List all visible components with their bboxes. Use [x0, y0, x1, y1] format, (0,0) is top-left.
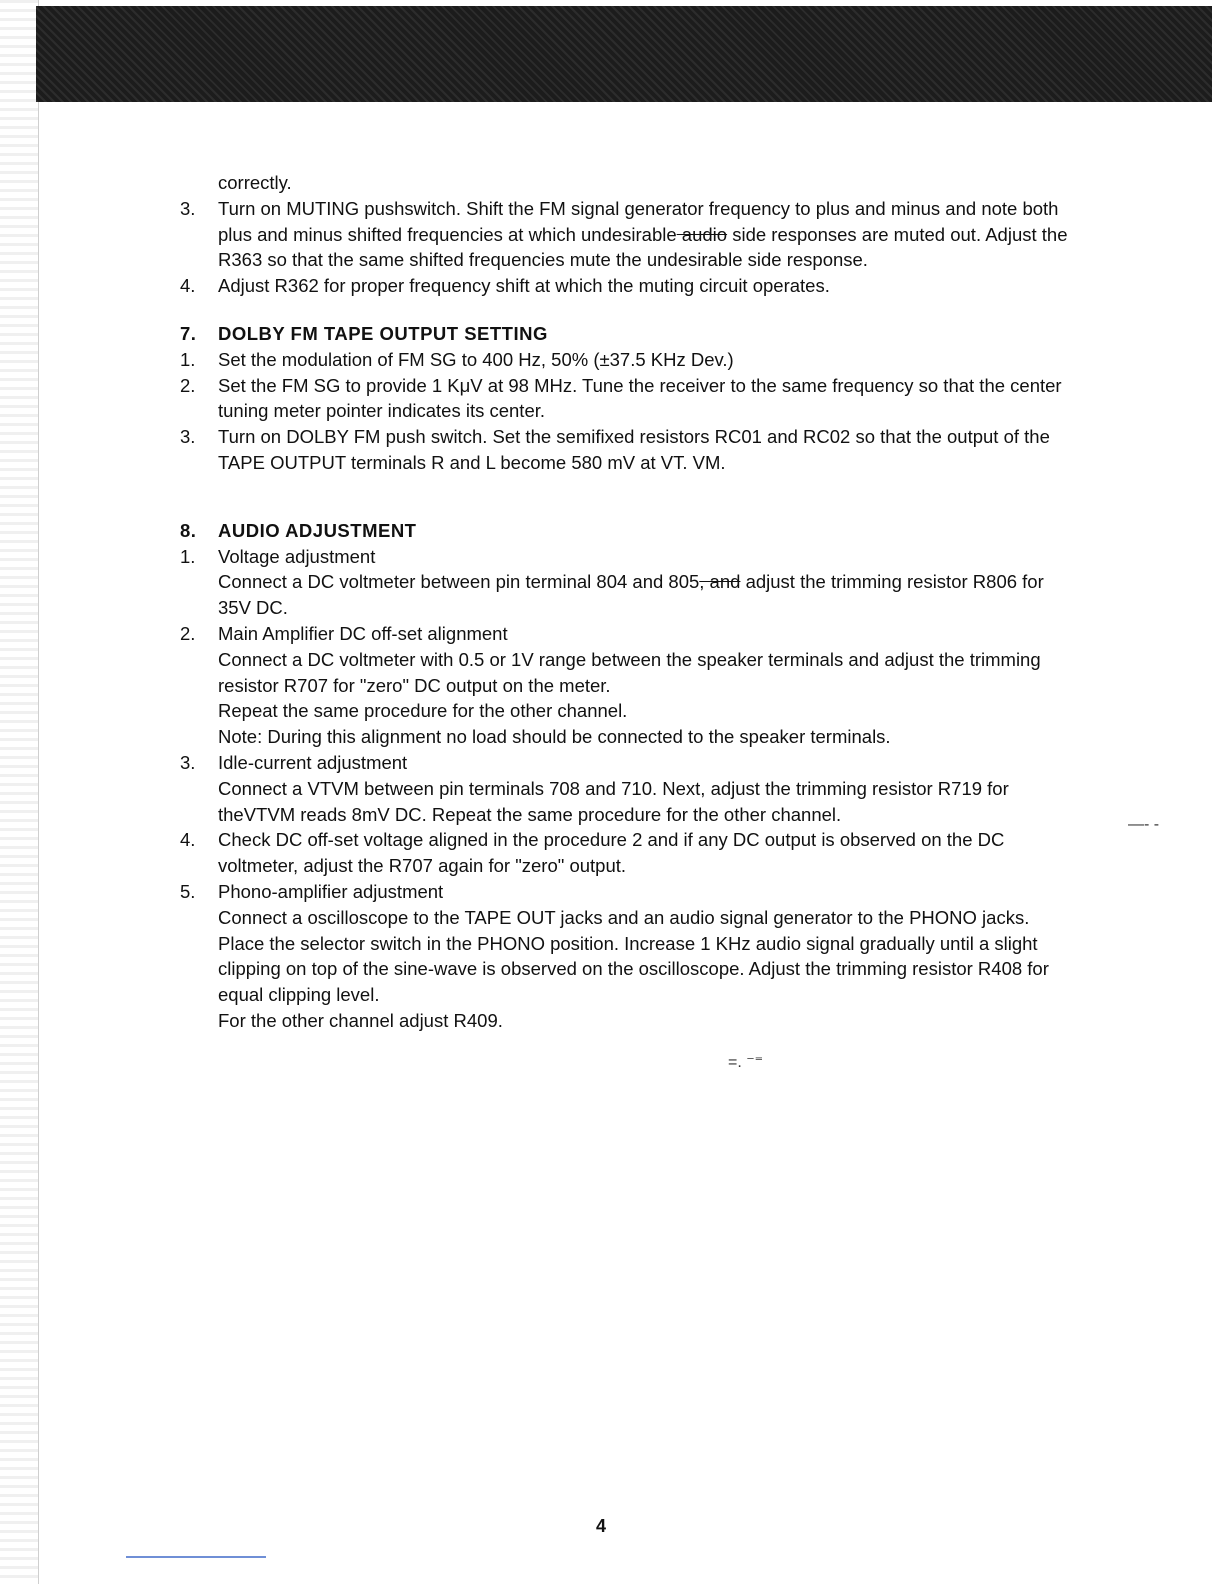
item-text: adjust the trimming resistor R806 for 35V DC.: [218, 571, 1044, 619]
continuation-text: correctly.: [218, 172, 292, 193]
section-heading: [180, 518, 1080, 544]
item-body: Connect a oscilloscope to the TAPE OUT jacks and an audio signal generator to the PHONO jacks. Place the selector switch in the PHONO position. Increase 1 KHz audio signal gradually until a slight clipping on top of the sine-wave is observed on the oscilloscope. Adjust the trimming resistor R408 for equal clipping level.: [218, 906, 1049, 1006]
list-item: [180, 424, 1080, 476]
item-text: Turn on MUTING pushswitch. Shift the FM signal generator frequency to plus and minus and note both plus and minus shifted frequencies at which undesirable: [218, 197, 1059, 245]
item-text: Connect a DC voltmeter between pin terminal 804 and 805: [218, 571, 700, 593]
item-text: side responses are muted out. Adjust the R363 so that the same shifted frequencies mute the undesirable side response.: [218, 223, 1068, 271]
item-number: 3.: [180, 426, 196, 448]
section-number: 7.: [180, 322, 197, 344]
item-text: Turn on DOLBY FM push switch. Set the semifixed resistors RC01 and RC02 so that the output of the TAPE OUTPUT terminals R and L become 580 mV at VT. VM.: [218, 426, 1050, 473]
item-final: For the other channel adjust R409.: [218, 1009, 503, 1031]
list-item: [180, 373, 1080, 425]
item-number: 2.: [180, 622, 196, 644]
struck-text: , and: [699, 571, 741, 593]
list-item: [180, 273, 1080, 299]
list-item: [180, 196, 1080, 273]
scan-left-edge: [0, 0, 39, 1584]
item-text: Adjust R362 for proper frequency shift at which the muting circuit operates.: [218, 275, 830, 297]
header-band: [36, 6, 1212, 102]
item-number: 5.: [180, 880, 196, 902]
item-text: Set the modulation of FM SG to 400 Hz, 50% (±37.5 KHz Dev.): [218, 348, 734, 370]
list-item: [180, 544, 1080, 621]
item-number: 4.: [180, 275, 196, 297]
item-body: [218, 569, 1080, 621]
section-audio-adjustment: [180, 518, 1080, 1034]
item-title: Idle-current adjustment: [218, 751, 408, 773]
list-item: [180, 750, 1080, 827]
scan-mark-icon: =. ⁻⁼: [728, 1054, 764, 1071]
item-body: Connect a VTVM between pin terminals 708 and 710. Next, adjust the trimming resistor R719 for theVTVM reads 8mV DC. Repeat the same procedure for the other channel.: [218, 777, 1009, 825]
section-dolby-fm: [180, 321, 1080, 476]
page-content: [180, 170, 1080, 1034]
item-title: Main Amplifier DC off-set alignment: [218, 622, 508, 644]
item-number: 1.: [180, 348, 196, 370]
item-number: 3.: [180, 751, 196, 773]
scan-mark-icon: —‑ -: [1128, 816, 1160, 833]
list-item: [180, 827, 1080, 879]
struck-text: audio: [676, 223, 728, 245]
list-item: [180, 621, 1080, 750]
section-title: DOLBY FM TAPE OUTPUT SETTING: [218, 322, 548, 344]
section-heading: [180, 321, 1080, 347]
page-number: 4: [596, 1516, 607, 1536]
item-title: Phono-amplifier adjustment: [218, 880, 444, 902]
item-number: 1.: [180, 545, 196, 567]
list-item: [180, 879, 1080, 1034]
item-body: Connect a DC voltmeter with 0.5 or 1V range between the speaker terminals and adjust the trimming resistor R707 for "zero" DC output on the meter.: [218, 648, 1041, 696]
item-repeat: Repeat the same procedure for the other channel.: [218, 700, 628, 722]
list-item: [180, 347, 1080, 373]
item-text: Check DC off-set voltage aligned in the procedure 2 and if any DC output is observed on the DC voltmeter, adjust the R707 again for "zero" output.: [218, 829, 1005, 877]
item-number: 3.: [180, 197, 196, 219]
section-title: AUDIO ADJUSTMENT: [218, 519, 417, 541]
item-note: Note: During this alignment no load should be connected to the speaker terminals.: [218, 726, 891, 748]
section-number: 8.: [180, 519, 197, 541]
footer-rule: [126, 1556, 266, 1558]
item-text: Set the FM SG to provide 1 KμV at 98 MHz. Tune the receiver to the same frequency so that the center tuning meter pointer indicates its center.: [218, 374, 1062, 422]
item-number: 2.: [180, 374, 196, 396]
item-number: 4.: [180, 829, 196, 851]
item-title: Voltage adjustment: [218, 545, 376, 567]
